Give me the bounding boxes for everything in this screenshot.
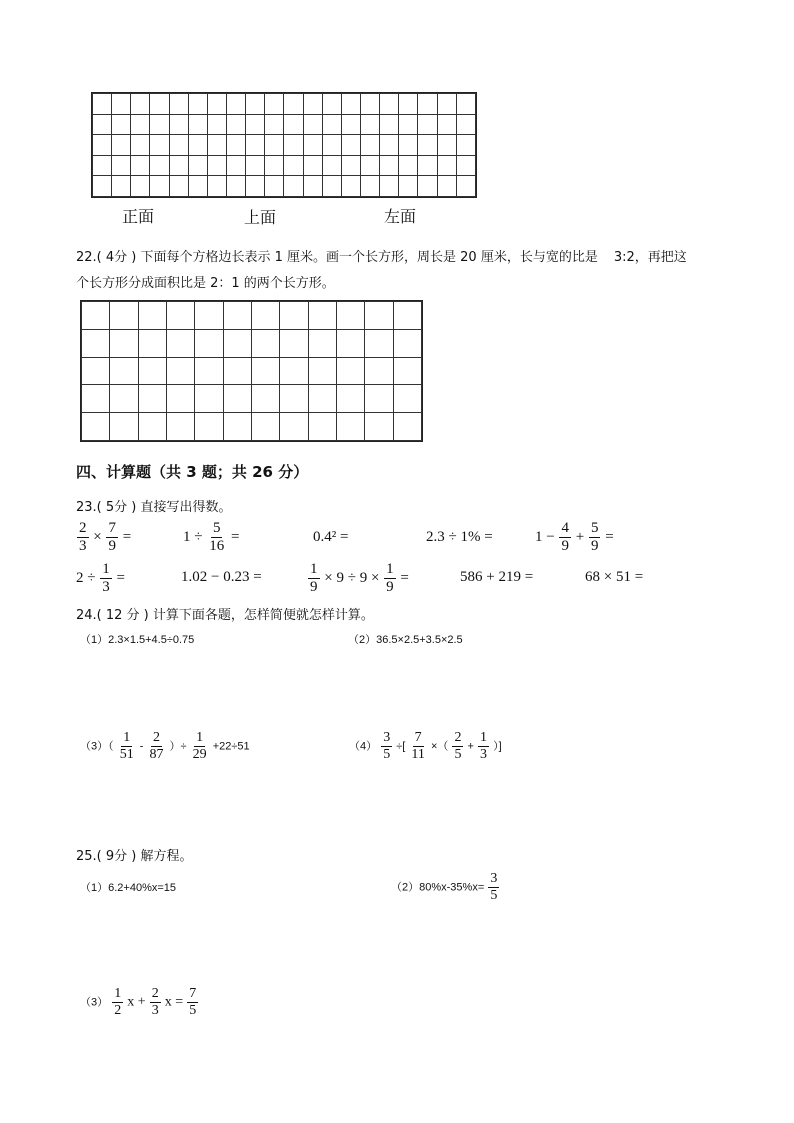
q25-part2: （2）80%x-35%x= $\frac{3}{5}$	[391, 871, 498, 903]
grid-table	[92, 93, 476, 197]
rectangle-grid	[80, 300, 423, 442]
fraction: $\frac{1}{29}$	[192, 730, 207, 762]
fraction: $\frac{2}{3}$	[151, 986, 159, 1018]
fraction: $\frac{1}{2}$	[114, 986, 122, 1018]
fraction: $\frac{1}{9}$	[386, 561, 394, 595]
calc-item: 0.4² =	[313, 529, 349, 545]
fraction: $\frac{7}{11}$	[411, 730, 425, 762]
grid-table	[81, 301, 422, 441]
q24-part1: （1）2.3×1.5+4.5÷0.75	[80, 634, 195, 646]
q23-title: 23.( 5分 ) 直接写出得数。	[76, 500, 232, 515]
fraction: $\frac{1}{3}$	[102, 561, 110, 595]
calc-item: 1 − $\frac{4}{9}$ + $\frac{5}{9}$ =	[535, 520, 614, 554]
view-grid	[91, 92, 477, 198]
q22-line2: 个长方形分成面积比是 2：1 的两个长方形。	[76, 276, 335, 291]
fraction: $\frac{3}{5}$	[490, 871, 498, 903]
label-top: 上面	[244, 208, 277, 227]
calc-item: 2 ÷ $\frac{1}{3}$ =	[76, 561, 125, 595]
calc-item: $\frac{2}{3}$ × $\frac{7}{9}$ =	[79, 520, 132, 554]
q24-title: 24.( 12 分 ) 计算下面各题，怎样简便就怎样计算。	[76, 608, 374, 623]
label-front: 正面	[122, 207, 155, 226]
calc-item: $\frac{1}{9}$ × 9 ÷ 9 × $\frac{1}{9}$ =	[310, 561, 409, 595]
q25-part1: （1）6.2+40%x=15	[80, 882, 177, 894]
q22-line1	[76, 246, 687, 265]
q22-text: 22.( 4分 ) 下面每个方格边长表示 1 厘米。画一个长方形，周长是 20 厘米，长与宽的比是	[76, 250, 598, 265]
q22-ratio: 3:2，再把这	[613, 250, 687, 265]
fraction: $\frac{5}{16}$	[209, 520, 225, 554]
calc-item: 586 + 219 =	[460, 569, 534, 585]
fraction: $\frac{2}{3}$	[79, 520, 87, 554]
section-title: 四、计算题（共 3 题；共 26 分）	[76, 463, 309, 481]
q24-part4: （4） $\frac{3}{5}$ ÷[ $\frac{7}{11}$ ×（ $\frac{2}{5}$ + $\frac{1}{3}$ ）]	[349, 730, 502, 762]
fraction: $\frac{1}{9}$	[310, 561, 318, 595]
fraction: $\frac{1}{3}$	[480, 730, 488, 762]
q24-part3: （3）（ $\frac{1}{51}$ - $\frac{2}{87}$ ）÷ $\frac{1}{29}$ +22÷51	[80, 730, 250, 762]
fraction: $\frac{7}{5}$	[189, 986, 197, 1018]
calc-item: 2.3 ÷ 1% =	[426, 529, 493, 545]
fraction: $\frac{1}{51}$	[119, 730, 134, 762]
q25-title: 25.( 9分 ) 解方程。	[76, 849, 193, 864]
fraction: $\frac{4}{9}$	[561, 520, 569, 554]
calc-item: 1 ÷ $\frac{5}{16}$ =	[183, 520, 240, 554]
fraction: $\frac{7}{9}$	[108, 520, 116, 554]
fraction: $\frac{3}{5}$	[383, 730, 391, 762]
fraction: $\frac{2}{5}$	[454, 730, 462, 762]
q24-part2: （2）36.5×2.5+3.5×2.5	[348, 634, 463, 646]
calc-item: 68 × 51 =	[585, 569, 644, 585]
label-left: 左面	[384, 207, 417, 226]
fraction: $\frac{5}{9}$	[590, 520, 599, 554]
calc-item: 1.02 − 0.23 =	[181, 569, 262, 585]
fraction: $\frac{2}{87}$	[149, 730, 164, 762]
q25-part3: （3） $\frac{1}{2}$ x + $\frac{2}{3}$ x = $\frac{7}{5}$	[80, 986, 197, 1018]
